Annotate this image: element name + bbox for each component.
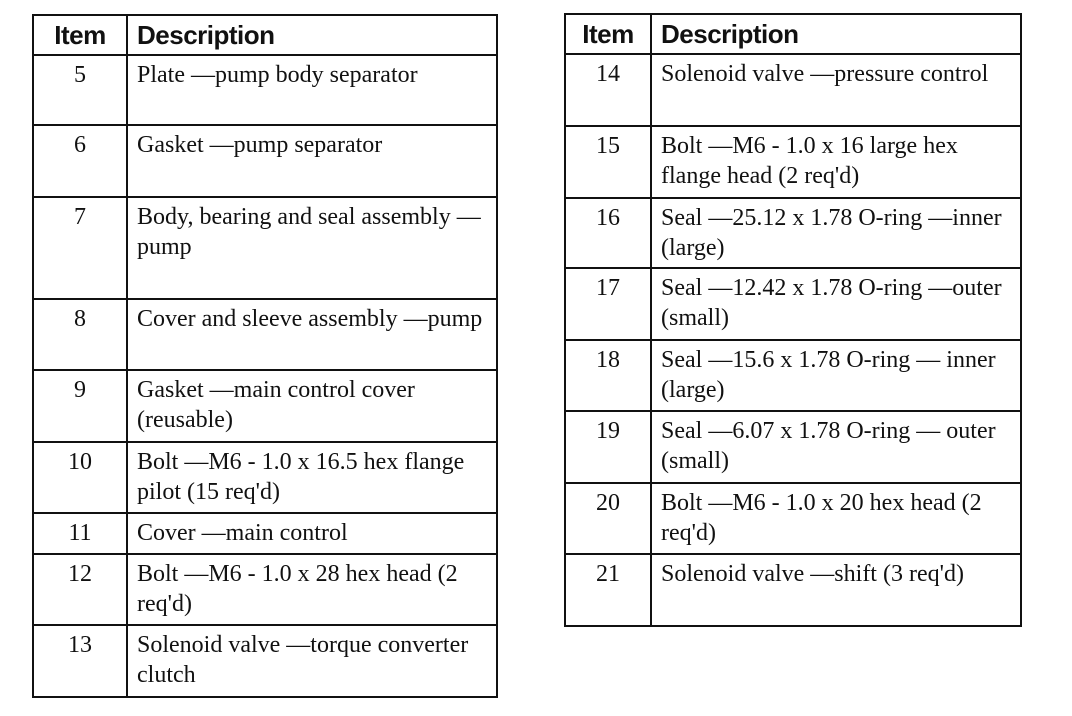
item-description: Plate —pump body separator [127, 55, 497, 125]
item-number: 12 [33, 554, 127, 625]
item-number: 11 [33, 513, 127, 554]
item-number: 17 [565, 268, 651, 340]
table-row [565, 340, 1021, 411]
item-header: Item [33, 15, 127, 55]
item-description: Bolt —M6 - 1.0 x 28 hex head (2 req'd) [127, 554, 497, 625]
table-row [33, 625, 497, 697]
table-row [565, 268, 1021, 340]
item-description: Solenoid valve —torque converter clutch [127, 625, 497, 697]
table-row [33, 299, 497, 370]
table-row [33, 554, 497, 625]
item-description: Gasket —pump separator [127, 125, 497, 197]
item-number: 9 [33, 370, 127, 442]
item-number: 18 [565, 340, 651, 411]
item-description: Bolt —M6 - 1.0 x 16 large hex flange head (2 req'd) [651, 126, 1021, 198]
item-description: Cover and sleeve assembly —pump [127, 299, 497, 370]
table-row [33, 55, 497, 125]
item-description: Seal —25.12 x 1.78 O-ring —inner (large) [651, 198, 1021, 268]
item-description: Solenoid valve —pressure control [651, 54, 1021, 126]
item-description: Bolt —M6 - 1.0 x 16.5 hex flange pilot (15 req'd) [127, 442, 497, 513]
parts-table-left [32, 14, 498, 698]
item-number: 15 [565, 126, 651, 198]
item-number: 21 [565, 554, 651, 626]
item-header: Item [565, 14, 651, 54]
item-description: Cover —main control [127, 513, 497, 554]
table-row [33, 513, 497, 554]
table-row [33, 442, 497, 513]
header-row [33, 15, 497, 55]
item-description: Seal —6.07 x 1.78 O-ring — outer (small) [651, 411, 1021, 483]
item-description: Solenoid valve —shift (3 req'd) [651, 554, 1021, 626]
parts-table-right [564, 13, 1022, 627]
description-header: Description [651, 14, 1021, 54]
table-row [33, 125, 497, 197]
table-row [565, 554, 1021, 626]
table-row [565, 198, 1021, 268]
item-number: 19 [565, 411, 651, 483]
table-row [565, 411, 1021, 483]
table-row [565, 54, 1021, 126]
item-number: 5 [33, 55, 127, 125]
item-number: 6 [33, 125, 127, 197]
item-description: Seal —15.6 x 1.78 O-ring — inner (large) [651, 340, 1021, 411]
table-row [33, 197, 497, 299]
item-number: 7 [33, 197, 127, 299]
table-row [565, 126, 1021, 198]
table-row [33, 370, 497, 442]
description-header: Description [127, 15, 497, 55]
item-description: Gasket —main control cover (reusable) [127, 370, 497, 442]
item-description: Body, bearing and seal assembly —pump [127, 197, 497, 299]
item-number: 13 [33, 625, 127, 697]
item-description: Seal —12.42 x 1.78 O-ring —outer (small) [651, 268, 1021, 340]
item-number: 14 [565, 54, 651, 126]
item-number: 16 [565, 198, 651, 268]
item-description: Bolt —M6 - 1.0 x 20 hex head (2 req'd) [651, 483, 1021, 554]
table-row [565, 483, 1021, 554]
item-number: 10 [33, 442, 127, 513]
item-number: 20 [565, 483, 651, 554]
header-row [565, 14, 1021, 54]
item-number: 8 [33, 299, 127, 370]
